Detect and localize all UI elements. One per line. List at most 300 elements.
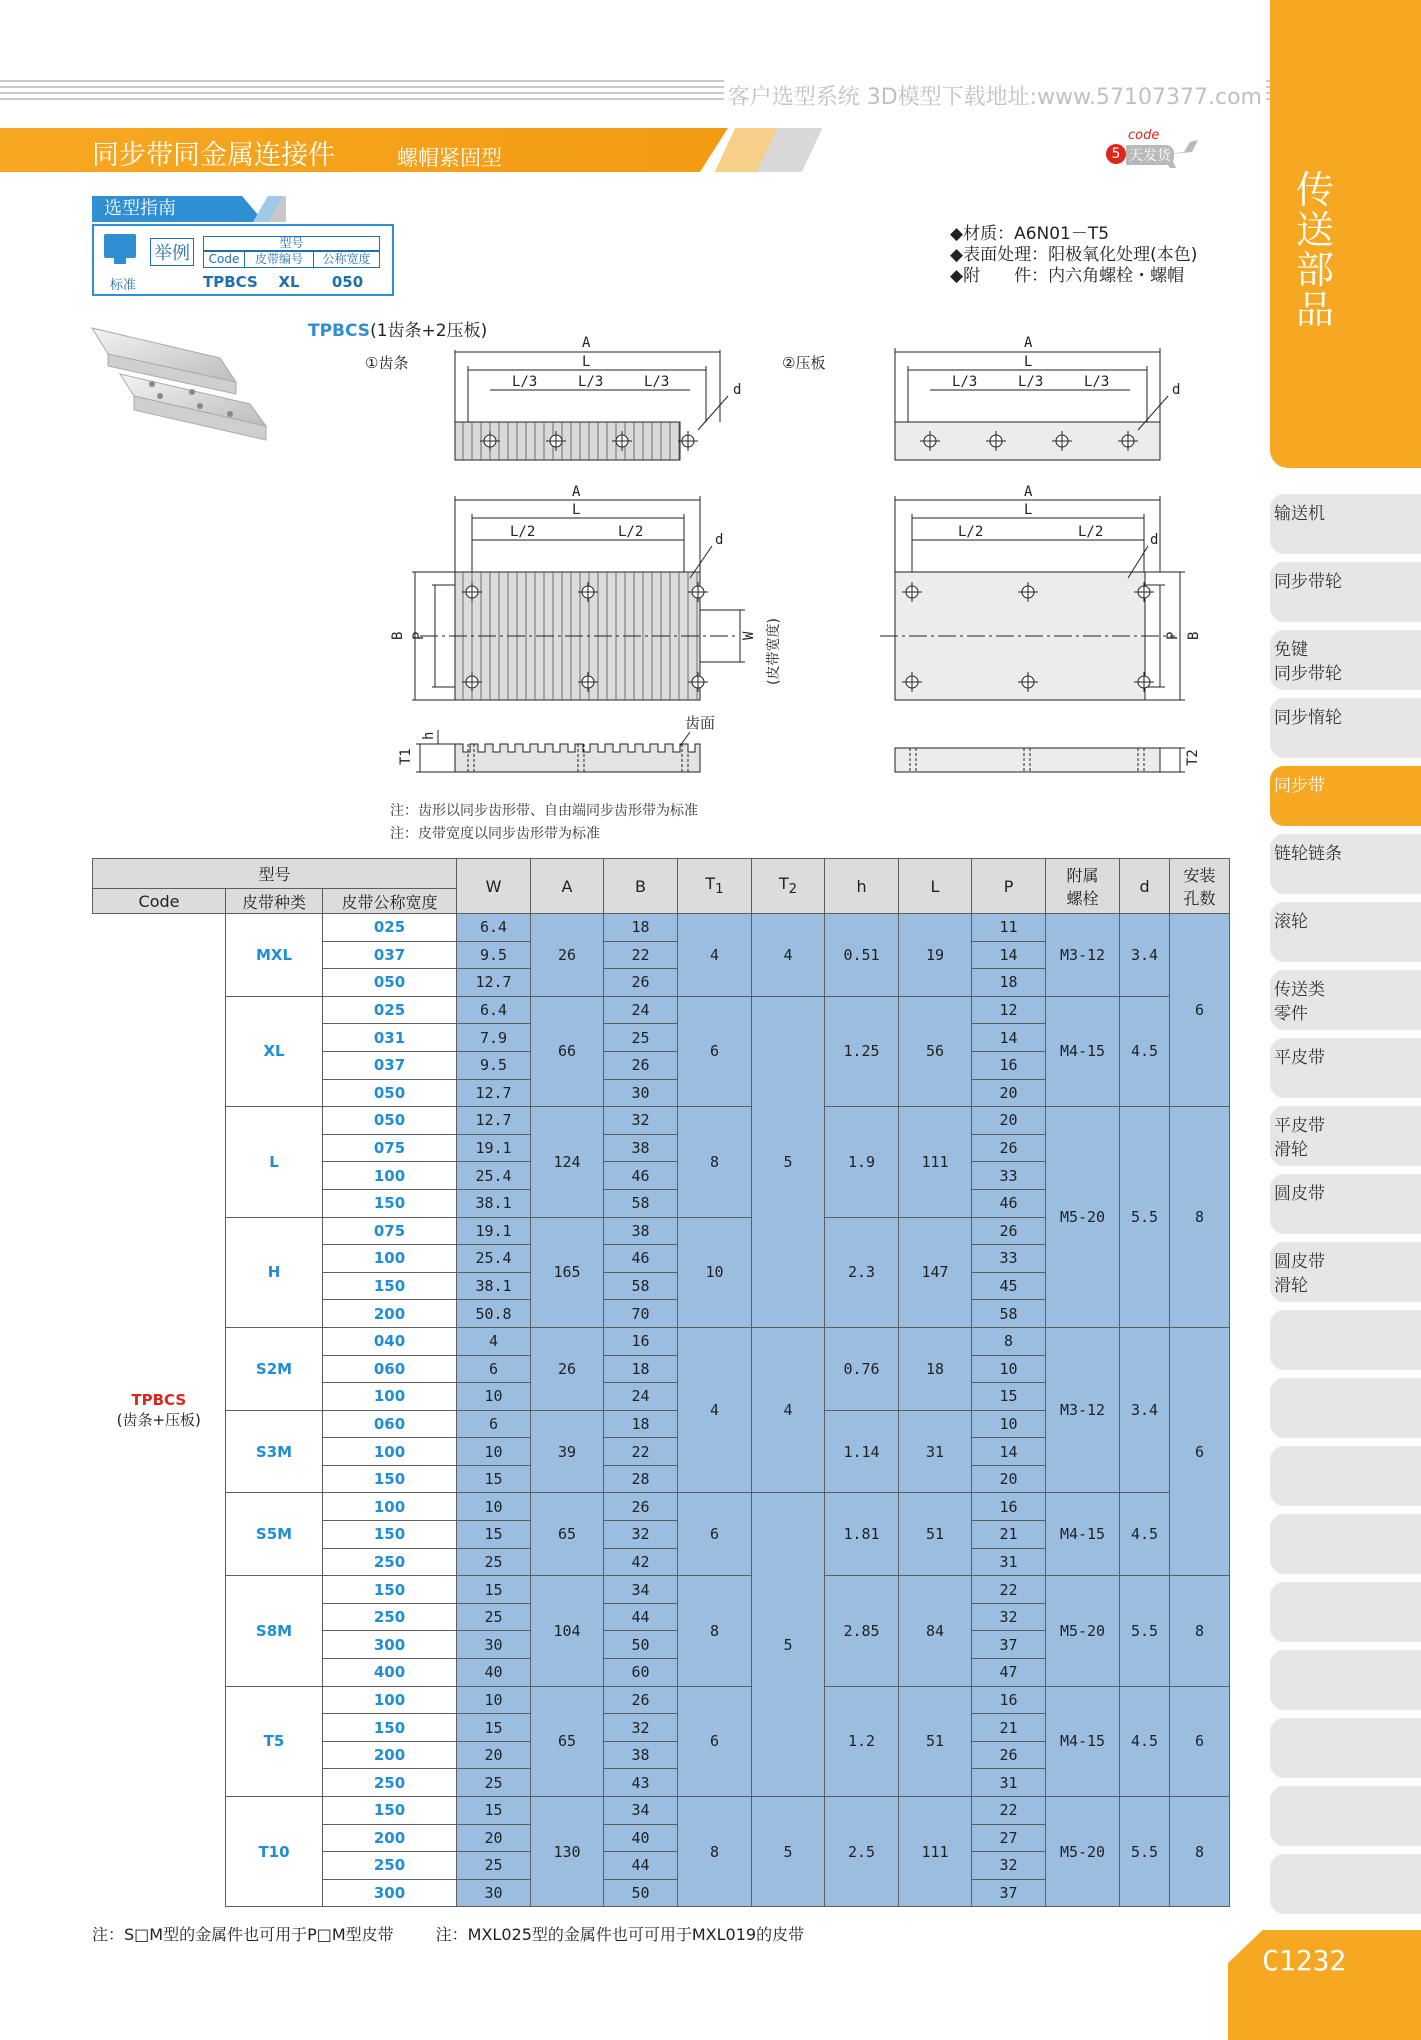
p-cell: 58 <box>972 1300 1046 1328</box>
t1-cell: 8 <box>678 1797 752 1907</box>
standard-label: 标准 <box>110 278 137 293</box>
w-cell: 6.4 <box>457 996 531 1024</box>
holes-cell: 8 <box>1170 1107 1230 1328</box>
specification-list <box>950 224 1197 287</box>
b-cell: 32 <box>604 1107 678 1135</box>
t1-cell: 4 <box>678 914 752 997</box>
table-row <box>93 996 1230 1024</box>
col-kind: 皮带种类 <box>226 889 323 914</box>
w-cell: 50.8 <box>457 1300 531 1328</box>
width-cell: 025 <box>323 914 457 942</box>
l-cell: 19 <box>899 914 972 997</box>
sidebar-item-18[interactable] <box>1270 1718 1421 1778</box>
p-cell: 26 <box>972 1217 1046 1245</box>
col-b: B <box>604 859 678 914</box>
w-cell: 19.1 <box>457 1134 531 1162</box>
table-row <box>93 1576 1230 1604</box>
l-cell: 31 <box>899 1410 972 1493</box>
belt-kind-cell: S5M <box>226 1493 323 1576</box>
l-cell: 147 <box>899 1217 972 1327</box>
h-cell: 1.14 <box>825 1410 899 1493</box>
sidebar-item-8[interactable]: 平皮带 <box>1270 1038 1421 1098</box>
p-cell: 16 <box>972 1493 1046 1521</box>
guide-tab-stripes <box>250 196 286 222</box>
b-cell: 50 <box>604 1879 678 1907</box>
p-cell: 45 <box>972 1272 1046 1300</box>
svg-text:A: A <box>1024 335 1033 351</box>
p-cell: 33 <box>972 1245 1046 1273</box>
drawing-note-1: 注：齿形以同步齿形带、自由端同步齿形带为标准 <box>390 803 698 819</box>
guide-col-belt: 皮带编号 <box>244 251 314 268</box>
belt-kind-cell: H <box>226 1217 323 1327</box>
width-cell: 100 <box>323 1245 457 1273</box>
svg-text:L/3: L/3 <box>578 374 604 390</box>
col-a: A <box>531 859 604 914</box>
w-cell: 12.7 <box>457 1107 531 1135</box>
sidebar-item-17[interactable] <box>1270 1650 1421 1710</box>
belt-kind-cell: S2M <box>226 1327 323 1410</box>
col-width: 皮带公称宽度 <box>323 889 457 914</box>
w-cell: 25.4 <box>457 1245 531 1273</box>
sidebar-header <box>1270 0 1421 468</box>
p-cell: 33 <box>972 1162 1046 1190</box>
title-bar-stripes <box>705 128 835 172</box>
w-cell: 25 <box>457 1548 531 1576</box>
l-cell: 51 <box>899 1493 972 1576</box>
w-cell: 15 <box>457 1797 531 1825</box>
spec-material: ◆材质：A6N01－T5 <box>950 224 1110 244</box>
t2-cell: 4 <box>752 1327 825 1493</box>
t1-cell: 6 <box>678 996 752 1106</box>
plate-label: ②压板 <box>782 354 826 372</box>
width-cell: 100 <box>323 1383 457 1411</box>
holes-cell: 6 <box>1170 914 1230 1107</box>
belt-kind-cell: MXL <box>226 914 323 997</box>
w-cell: 9.5 <box>457 1051 531 1079</box>
holes-cell: 6 <box>1170 1686 1230 1796</box>
width-cell: 100 <box>323 1686 457 1714</box>
a-cell: 66 <box>531 996 604 1106</box>
page-title: 同步带同金属连接件 <box>92 140 335 171</box>
w-cell: 9.5 <box>457 941 531 969</box>
p-cell: 37 <box>972 1631 1046 1659</box>
guide-value-belt: XL <box>278 273 300 291</box>
drawing-code: TPBCS <box>308 321 371 341</box>
guide-model-header: 型号 <box>203 236 380 251</box>
svg-text:L/3: L/3 <box>644 374 670 390</box>
bolt-cell: M3-12 <box>1046 1327 1120 1493</box>
width-cell: 025 <box>323 996 457 1024</box>
b-cell: 26 <box>604 1051 678 1079</box>
b-cell: 44 <box>604 1603 678 1631</box>
w-cell: 30 <box>457 1879 531 1907</box>
width-cell: 031 <box>323 1024 457 1052</box>
p-cell: 21 <box>972 1521 1046 1549</box>
b-cell: 46 <box>604 1245 678 1273</box>
sidebar-item-6[interactable]: 滚轮 <box>1270 902 1421 962</box>
b-cell: 18 <box>604 1355 678 1383</box>
l-cell: 111 <box>899 1107 972 1217</box>
width-cell: 075 <box>323 1217 457 1245</box>
w-cell: 6.4 <box>457 914 531 942</box>
bolt-cell: M5-20 <box>1046 1576 1120 1686</box>
table-row <box>93 1327 1230 1355</box>
b-cell: 16 <box>604 1327 678 1355</box>
b-cell: 58 <box>604 1272 678 1300</box>
width-cell: 200 <box>323 1300 457 1328</box>
col-model-header: 型号 <box>93 859 457 889</box>
svg-text:L/2: L/2 <box>1078 524 1104 540</box>
l-cell: 51 <box>899 1686 972 1796</box>
spec-table <box>92 858 1230 1907</box>
sidebar-item-1[interactable]: 同步带轮 <box>1270 562 1421 622</box>
width-cell: 100 <box>323 1438 457 1466</box>
p-cell: 21 <box>972 1714 1046 1742</box>
d-cell: 5.5 <box>1120 1797 1170 1907</box>
b-cell: 70 <box>604 1300 678 1328</box>
p-cell: 20 <box>972 1079 1046 1107</box>
svg-text:A: A <box>572 484 581 500</box>
code-cell <box>93 914 226 1907</box>
delivery-days-badge: 5 <box>1106 144 1126 164</box>
b-cell: 38 <box>604 1741 678 1769</box>
a-cell: 165 <box>531 1217 604 1327</box>
p-cell: 8 <box>972 1327 1046 1355</box>
w-cell: 30 <box>457 1631 531 1659</box>
holes-cell: 8 <box>1170 1797 1230 1907</box>
width-cell: 150 <box>323 1465 457 1493</box>
p-cell: 31 <box>972 1769 1046 1797</box>
page-subtitle: 螺帽紧固型 <box>397 146 502 170</box>
col-w: W <box>457 859 531 914</box>
w-cell: 10 <box>457 1383 531 1411</box>
l-cell: 111 <box>899 1797 972 1907</box>
guide-value-width: 050 <box>331 273 364 291</box>
p-cell: 26 <box>972 1741 1046 1769</box>
svg-text:d: d <box>1172 382 1181 398</box>
sidebar-item-12[interactable] <box>1270 1310 1421 1370</box>
tooth-face-label: 齿面 <box>685 714 716 732</box>
belt-kind-cell: XL <box>226 996 323 1106</box>
code-desc: (齿条+压板) <box>116 1410 201 1429</box>
b-cell: 28 <box>604 1465 678 1493</box>
bolt-cell: M3-12 <box>1046 914 1120 997</box>
footnote-1: 注：S□M型的金属件也可用于P□M型皮带 <box>92 1925 394 1944</box>
width-cell: 050 <box>323 1107 457 1135</box>
holes-cell: 8 <box>1170 1576 1230 1686</box>
monitor-stand-icon <box>114 258 126 264</box>
sidebar-item-0[interactable]: 输送机 <box>1270 494 1421 554</box>
sidebar-item-2[interactable]: 免键 同步带轮 <box>1270 630 1421 690</box>
b-cell: 42 <box>604 1548 678 1576</box>
p-cell: 37 <box>972 1879 1046 1907</box>
sidebar-item-19[interactable] <box>1270 1786 1421 1846</box>
b-cell: 24 <box>604 996 678 1024</box>
b-cell: 58 <box>604 1189 678 1217</box>
table-row <box>93 1797 1230 1825</box>
belt-width-note: (皮带宽度) <box>766 618 782 685</box>
example-label: 举例 <box>150 238 194 266</box>
col-t1-label: T <box>705 874 716 894</box>
width-cell: 250 <box>323 1769 457 1797</box>
b-cell: 18 <box>604 914 678 942</box>
sidebar-item-10[interactable]: 圆皮带 <box>1270 1174 1421 1234</box>
h-cell: 2.85 <box>825 1576 899 1686</box>
a-cell: 39 <box>531 1410 604 1493</box>
sidebar-item-16[interactable] <box>1270 1582 1421 1642</box>
p-cell: 31 <box>972 1548 1046 1576</box>
page-number: C1232 <box>1262 1944 1347 1977</box>
spec-surface: ◆表面处理：阳极氧化处理(本色) <box>950 245 1198 265</box>
sidebar-item-14[interactable] <box>1270 1446 1421 1506</box>
svg-text:P: P <box>1165 631 1181 640</box>
b-cell: 38 <box>604 1134 678 1162</box>
sidebar-item-3[interactable]: 同步惰轮 <box>1270 698 1421 758</box>
svg-text:P: P <box>411 631 427 640</box>
a-cell: 124 <box>531 1107 604 1217</box>
t2-cell: 5 <box>752 996 825 1327</box>
svg-text:L/2: L/2 <box>618 524 644 540</box>
svg-text:d: d <box>733 382 742 398</box>
t2-cell: 5 <box>752 1493 825 1797</box>
width-cell: 037 <box>323 941 457 969</box>
width-cell: 250 <box>323 1603 457 1631</box>
col-h: h <box>825 859 899 914</box>
footnotes <box>92 1922 846 1945</box>
sidebar-item-11[interactable]: 圆皮带 滑轮 <box>1270 1242 1421 1302</box>
b-cell: 40 <box>604 1824 678 1852</box>
width-cell: 060 <box>323 1355 457 1383</box>
w-cell: 10 <box>457 1438 531 1466</box>
a-cell: 130 <box>531 1797 604 1907</box>
sidebar-item-15[interactable] <box>1270 1514 1421 1574</box>
w-cell: 38.1 <box>457 1189 531 1217</box>
b-cell: 60 <box>604 1659 678 1687</box>
col-d: d <box>1120 859 1170 914</box>
sidebar-item-9[interactable]: 平皮带 滑轮 <box>1270 1106 1421 1166</box>
width-cell: 200 <box>323 1741 457 1769</box>
table-row <box>93 1493 1230 1521</box>
w-cell: 25 <box>457 1603 531 1631</box>
p-cell: 22 <box>972 1797 1046 1825</box>
rack-label: ①齿条 <box>365 354 409 372</box>
p-cell: 16 <box>972 1686 1046 1714</box>
svg-text:L: L <box>582 354 591 370</box>
sidebar-item-7[interactable]: 传送类 零件 <box>1270 970 1421 1030</box>
w-cell: 15 <box>457 1521 531 1549</box>
table-row <box>93 1107 1230 1135</box>
spec-accessory: ◆附 件：内六角螺栓・螺帽 <box>950 266 1185 286</box>
width-cell: 100 <box>323 1493 457 1521</box>
p-cell: 18 <box>972 969 1046 997</box>
b-cell: 34 <box>604 1797 678 1825</box>
w-cell: 4 <box>457 1327 531 1355</box>
guide-col-width: 公称宽度 <box>313 251 380 268</box>
width-cell: 150 <box>323 1521 457 1549</box>
b-cell: 46 <box>604 1162 678 1190</box>
h-cell: 1.25 <box>825 996 899 1106</box>
p-cell: 14 <box>972 1024 1046 1052</box>
svg-text:B: B <box>1186 631 1202 640</box>
w-cell: 20 <box>457 1741 531 1769</box>
b-cell: 26 <box>604 1493 678 1521</box>
p-cell: 15 <box>972 1383 1046 1411</box>
a-cell: 65 <box>531 1493 604 1576</box>
l-cell: 84 <box>899 1576 972 1686</box>
code-logo-word: code <box>1128 128 1160 143</box>
d-cell: 3.4 <box>1120 914 1170 997</box>
bolt-cell: M4-15 <box>1046 996 1120 1106</box>
b-cell: 22 <box>604 1438 678 1466</box>
svg-text:L/3: L/3 <box>512 374 538 390</box>
svg-text:A: A <box>1024 484 1033 500</box>
spec-table-body <box>93 914 1230 1907</box>
b-cell: 24 <box>604 1383 678 1411</box>
b-cell: 26 <box>604 969 678 997</box>
t1-cell: 8 <box>678 1107 752 1217</box>
p-cell: 32 <box>972 1603 1046 1631</box>
b-cell: 43 <box>604 1769 678 1797</box>
width-cell: 050 <box>323 1079 457 1107</box>
w-cell: 12.7 <box>457 1079 531 1107</box>
t1-cell: 6 <box>678 1686 752 1796</box>
svg-text:L: L <box>1024 502 1033 518</box>
d-cell: 4.5 <box>1120 1686 1170 1796</box>
svg-text:L/3: L/3 <box>952 374 978 390</box>
a-cell: 65 <box>531 1686 604 1796</box>
svg-text:d: d <box>1150 532 1159 548</box>
t1-cell: 4 <box>678 1327 752 1493</box>
width-cell: 250 <box>323 1548 457 1576</box>
width-cell: 400 <box>323 1659 457 1687</box>
w-cell: 40 <box>457 1659 531 1687</box>
holes-cell: 6 <box>1170 1327 1230 1575</box>
p-cell: 14 <box>972 1438 1046 1466</box>
b-cell: 26 <box>604 1686 678 1714</box>
a-cell: 26 <box>531 914 604 997</box>
width-cell: 300 <box>323 1631 457 1659</box>
col-t1 <box>678 859 752 914</box>
p-cell: 46 <box>972 1189 1046 1217</box>
col-l: L <box>899 859 972 914</box>
download-url[interactable]: 客户选型系统 3D模型下载地址:www.57107377.com <box>724 80 1266 111</box>
sidebar-item-4[interactable]: 同步带 <box>1270 766 1421 826</box>
table-row <box>93 914 1230 942</box>
b-cell: 18 <box>604 1410 678 1438</box>
code-name: TPBCS <box>131 1390 187 1409</box>
h-cell: 1.9 <box>825 1107 899 1217</box>
bolt-cell: M5-20 <box>1046 1107 1120 1328</box>
w-cell: 7.9 <box>457 1024 531 1052</box>
svg-text:L/3: L/3 <box>1018 374 1044 390</box>
b-cell: 32 <box>604 1521 678 1549</box>
width-cell: 300 <box>323 1879 457 1907</box>
svg-text:B: B <box>390 631 406 640</box>
belt-kind-cell: S8M <box>226 1576 323 1686</box>
belt-kind-cell: T5 <box>226 1686 323 1796</box>
col-code: Code <box>93 889 226 914</box>
width-cell: 150 <box>323 1189 457 1217</box>
bolt-cell: M5-20 <box>1046 1797 1120 1907</box>
guide-tab: 选型指南 <box>92 196 242 222</box>
w-cell: 25 <box>457 1852 531 1880</box>
h-cell: 2.5 <box>825 1797 899 1907</box>
bolt-cell: M4-15 <box>1046 1686 1120 1796</box>
h-cell: 0.76 <box>825 1327 899 1410</box>
b-cell: 44 <box>604 1852 678 1880</box>
svg-text:L/3: L/3 <box>1084 374 1110 390</box>
svg-text:h: h <box>421 731 437 740</box>
width-cell: 150 <box>323 1797 457 1825</box>
p-cell: 16 <box>972 1051 1046 1079</box>
width-cell: 037 <box>323 1051 457 1079</box>
w-cell: 15 <box>457 1576 531 1604</box>
h-cell: 2.3 <box>825 1217 899 1327</box>
b-cell: 38 <box>604 1217 678 1245</box>
w-cell: 12.7 <box>457 969 531 997</box>
footnote-2: 注：MXL025型的金属件也可可用于MXL019的皮带 <box>435 1925 805 1944</box>
svg-text:d: d <box>715 532 724 548</box>
w-cell: 15 <box>457 1714 531 1742</box>
svg-text:L: L <box>1024 354 1033 370</box>
col-t2-label: T <box>778 874 789 894</box>
svg-text:A: A <box>582 335 591 351</box>
belt-kind-cell: S3M <box>226 1410 323 1493</box>
d-cell: 5.5 <box>1120 1576 1170 1686</box>
sidebar-item-20[interactable] <box>1270 1854 1421 1914</box>
w-cell: 25 <box>457 1769 531 1797</box>
spec-table-wrapper <box>92 858 1226 1914</box>
w-cell: 6 <box>457 1410 531 1438</box>
width-cell: 250 <box>323 1852 457 1880</box>
t1-cell: 10 <box>678 1217 752 1327</box>
p-cell: 10 <box>972 1355 1046 1383</box>
t2-cell: 4 <box>752 914 825 997</box>
width-cell: 100 <box>323 1162 457 1190</box>
monitor-icon <box>104 234 136 258</box>
drawing-title-rest: (1齿条+2压板) <box>370 321 488 341</box>
table-row <box>93 1686 1230 1714</box>
b-cell: 25 <box>604 1024 678 1052</box>
w-cell: 10 <box>457 1493 531 1521</box>
sidebar-item-5[interactable]: 链轮链条 <box>1270 834 1421 894</box>
w-cell: 25.4 <box>457 1162 531 1190</box>
a-cell: 26 <box>531 1327 604 1410</box>
width-cell: 150 <box>323 1272 457 1300</box>
p-cell: 26 <box>972 1134 1046 1162</box>
width-cell: 150 <box>323 1714 457 1742</box>
t2-cell: 5 <box>752 1797 825 1907</box>
col-t2 <box>752 859 825 914</box>
b-cell: 50 <box>604 1631 678 1659</box>
svg-text:W: W <box>741 631 757 640</box>
sidebar-item-13[interactable] <box>1270 1378 1421 1438</box>
svg-text:L: L <box>572 502 581 518</box>
product-photo <box>90 318 270 468</box>
svg-text:T2: T2 <box>1185 749 1201 766</box>
guide-col-code: Code <box>203 251 245 268</box>
p-cell: 20 <box>972 1465 1046 1493</box>
p-cell: 12 <box>972 996 1046 1024</box>
p-cell: 22 <box>972 1576 1046 1604</box>
svg-text:L/2: L/2 <box>958 524 984 540</box>
width-cell: 075 <box>323 1134 457 1162</box>
col-holes: 安装 孔数 <box>1170 859 1230 914</box>
dimension-drawing <box>360 310 1240 840</box>
t1-cell: 8 <box>678 1576 752 1686</box>
width-cell: 150 <box>323 1576 457 1604</box>
d-cell: 4.5 <box>1120 1493 1170 1576</box>
